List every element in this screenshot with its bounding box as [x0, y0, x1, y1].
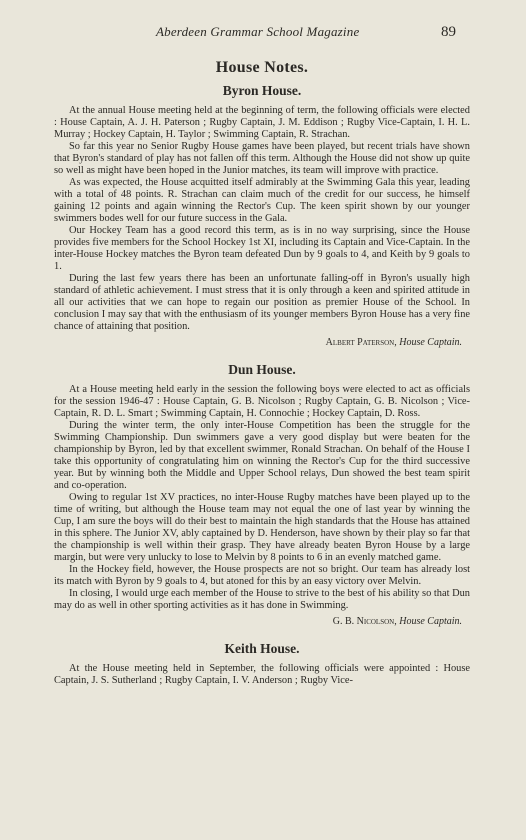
- section-title: Dun House.: [228, 362, 296, 377]
- section-byron-house: [54, 83, 470, 348]
- paragraph: In the Hockey field, however, the House prospects are not so bright. Our team has already lost its match with Byron by 9 goals to 4, but atoned for this by an easy victory over Melvin.: [54, 564, 470, 587]
- paragraph: So far this year no Senior Rugby House games have been played, but recent trials have shown that Byron's standard of play has not fallen off this term. Although the House did not show up quite so well as might have been hoped in the Junior matches, its team will improve with practice.: [54, 141, 470, 176]
- running-header: [54, 24, 470, 41]
- signature: [54, 337, 462, 348]
- page-title: House Notes.: [215, 59, 309, 76]
- paragraph: As was expected, the House acquitted itself admirably at the Swimming Gala this year, leading with a total of 48 points. R. Strachan can claim much of the credit for our success, he himself gaining 12 points and again winning the Rector's Cup. The keen spirit shown by our younger swimmers bodes well for our future success in the Gala.: [54, 177, 470, 224]
- section-title: Byron House.: [222, 83, 302, 98]
- paragraph: Our Hockey Team has a good record this term, as is in no way surprising, since the House provides five members for the School Hockey 1st XI, including its Captain and Vice-Captain. In the inter-House Hockey matches the Byron team defeated Dun by 9 goals to 4, and Keith by 9 goals to 1.: [54, 225, 470, 272]
- page-number: 89: [441, 24, 456, 40]
- paragraph: Owing to regular 1st XV practices, no inter-House Rugby matches have been played up to the time of writing, but although the House team may not equal the one of last year by winning the Cup, I am sure the boys will do their best to maintain the high standards that the House has attained in this sphere. The Junior XV, ably captained by D. Henderson, have shown by their play so far that the championship is well within their grasp. They have already beaten Byron House by a large margin, but were very unlucky to lose to Melvin by 8 points to 6 in an evenly matched game.: [54, 492, 470, 563]
- paragraph: During the winter term, the only inter-House Competition has been the struggle for the Swimming Championship. Dun swimmers gave a very good display but were beaten for the championship by Byron, led by that excellent swimmer, Ronald Strachan. On behalf of the House I take this opportunity of congratulating him on winning the Rector's Cup for the third successive year. But by winning both the Middle and Upper School relays, Dun showed the best team spirit and co-operation.: [54, 420, 470, 491]
- section-title: Keith House.: [224, 641, 300, 656]
- paragraph: At the annual House meeting held at the beginning of term, the following officials were elected : House Captain, A. J. H. Paterson ; Rugby Captain, J. M. Eddison ; Rugby Vice-Captain, I. H. L. Murray ; Hockey Captain, H. Taylor ; Swimming Captain, R. Strachan.: [54, 105, 470, 140]
- signature-name: Albert Paterson,: [325, 337, 397, 348]
- paragraph: In closing, I would urge each member of the House to strive to the best of his ability so that Dun may do as well in other sporting activities as it has done in Swimming.: [54, 588, 470, 611]
- paragraph: At a House meeting held early in the session the following boys were elected to act as officials for the session 1946-47 : House Captain, G. B. Nicolson ; Rugby Captain, G. B. Nicolson ; Vice-Captain, R. D. L. Smart ; Swimming Captain, H. Connochie ; Hockey Captain, D. Ross.: [54, 384, 470, 419]
- paragraph: During the last few years there has been an unfortunate falling-off in Byron's usually high standard of athletic achievement. I must stress that it is only through a keen and spirited attitude in all our activities that we can hope to regain our position as premier House of the School. In conclusion I may say that with the enthusiasm of its younger members Byron House has a very fine chance of attaining that position.: [54, 273, 470, 332]
- signature-role: House Captain.: [399, 616, 462, 627]
- section-keith-house: [54, 641, 470, 687]
- paragraph: At the House meeting held in September, the following officials were appointed : House Captain, J. S. Sutherland ; Rugby Captain, I. V. Anderson ; Rugby Vice-: [54, 663, 470, 686]
- running-title: Aberdeen Grammar School Magazine: [156, 24, 360, 39]
- signature: [54, 616, 462, 627]
- signature-name: G. B. Nicolson,: [332, 616, 397, 627]
- signature-role: House Captain.: [399, 337, 462, 348]
- section-dun-house: [54, 362, 470, 627]
